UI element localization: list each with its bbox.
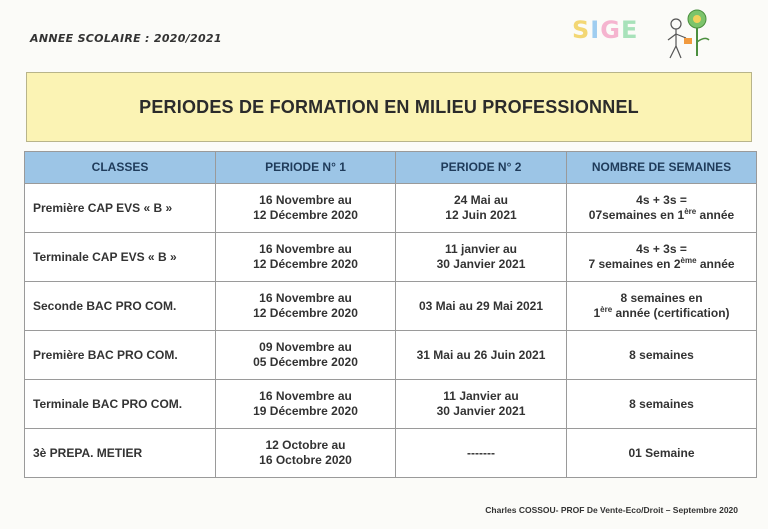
periode-2-line-1: ------- (467, 445, 495, 460)
table-header-row (25, 152, 757, 184)
periode-2-cell (396, 429, 567, 478)
header-periode-1: PERIODE N° 1 (216, 152, 396, 184)
weeks-cell (567, 233, 757, 282)
weeks-ordinal-suffix: ère (684, 207, 697, 216)
periode-1-cell (216, 184, 396, 233)
periode-2-cell (396, 331, 567, 380)
weeks-cell (567, 282, 757, 331)
weeks-line-1: 8 semaines en (620, 291, 703, 305)
periode-1-line-2: 12 Décembre 2020 (253, 306, 358, 320)
periode-1-cell (216, 233, 396, 282)
periode-1-cell (216, 331, 396, 380)
weeks-cell (567, 331, 757, 380)
weeks-line-2: 1 (593, 306, 601, 320)
table-row (25, 282, 757, 331)
weeks-line-2: 07semaines en 1 (588, 208, 685, 222)
periode-1-cell (216, 282, 396, 331)
weeks-ordinal-suffix: ère (600, 305, 613, 314)
table-row (25, 429, 757, 478)
school-year-label: ANNEE SCOLAIRE : 2020/2021 (30, 32, 222, 45)
logo-letter-s: S (572, 16, 591, 44)
header-classes: CLASSES (25, 152, 216, 184)
class-cell: Terminale CAP EVS « B » (25, 233, 216, 282)
periode-2-line-1: 31 Mai au 26 Juin 2021 (416, 347, 546, 362)
weeks-line-1: 8 semaines (629, 347, 694, 362)
weeks-line-2-end: année (certification) (612, 306, 730, 320)
periode-1-line-1: 16 Novembre au (259, 389, 352, 403)
periode-1-line-2: 12 Décembre 2020 (253, 208, 358, 222)
periode-2-cell (396, 282, 567, 331)
weeks-line-2-end: année (696, 257, 735, 271)
table-row (25, 331, 757, 380)
periode-1-line-2: 16 Octobre 2020 (259, 453, 352, 467)
page-title: PERIODES DE FORMATION EN MILIEU PROFESSIONNEL (139, 96, 639, 117)
class-cell: Première CAP EVS « B » (25, 184, 216, 233)
periode-1-line-2: 05 Décembre 2020 (253, 355, 358, 369)
header-periode-2: PERIODE N° 2 (396, 152, 567, 184)
weeks-line-1: 01 Semaine (628, 445, 695, 460)
weeks-line-2: 7 semaines en 2 (588, 257, 681, 271)
logo-letter-g: G (600, 16, 621, 44)
periode-1-cell (216, 429, 396, 478)
logo-letter-i: I (590, 16, 601, 44)
sige-logo (570, 6, 720, 66)
periode-1-line-1: 16 Novembre au (259, 242, 352, 256)
periode-2-line-2: 30 Janvier 2021 (436, 257, 526, 271)
training-periods-table (24, 151, 757, 478)
periode-2-line-1: 11 janvier au (444, 242, 518, 256)
table-row (25, 184, 757, 233)
weeks-line-1: 4s + 3s = (636, 242, 687, 256)
periode-2-cell (396, 233, 567, 282)
periode-1-line-1: 09 Novembre au (259, 340, 352, 354)
periode-1-line-1: 16 Novembre au (259, 193, 352, 207)
flower-character-icon (664, 6, 714, 64)
weeks-ordinal-suffix: ème (680, 256, 697, 265)
periode-1-line-1: 12 Octobre au (265, 438, 346, 452)
periode-1-line-2: 19 Décembre 2020 (253, 404, 358, 418)
weeks-line-1: 8 semaines (629, 396, 694, 411)
periode-2-cell (396, 184, 567, 233)
weeks-line-2-end: année (696, 208, 735, 222)
periode-2-line-1: 24 Mai au (453, 193, 509, 207)
logo-letters (572, 16, 638, 44)
periode-1-line-1: 16 Novembre au (259, 291, 352, 305)
periode-2-line-2: 12 Juin 2021 (445, 208, 517, 222)
class-cell: Terminale BAC PRO COM. (25, 380, 216, 429)
header-nombre-semaines: NOMBRE DE SEMAINES (567, 152, 757, 184)
class-cell: Première BAC PRO COM. (25, 331, 216, 380)
class-cell: Seconde BAC PRO COM. (25, 282, 216, 331)
table-row (25, 233, 757, 282)
weeks-cell (567, 429, 757, 478)
title-banner (26, 72, 752, 142)
class-cell: 3è PREPA. METIER (25, 429, 216, 478)
periode-2-cell (396, 380, 567, 429)
periode-2-line-1: 11 Janvier au (443, 389, 519, 403)
weeks-cell (567, 380, 757, 429)
periode-2-line-2: 30 Janvier 2021 (436, 404, 526, 418)
weeks-cell (567, 184, 757, 233)
periode-2-line-1: 03 Mai au 29 Mai 2021 (418, 298, 544, 313)
weeks-line-1: 4s + 3s = (636, 193, 687, 207)
periode-1-cell (216, 380, 396, 429)
periode-1-line-2: 12 Décembre 2020 (253, 257, 358, 271)
author-credit: Charles COSSOU- PROF De Vente-Eco/Droit – Septembre 2020 (485, 505, 738, 515)
logo-letter-e: E (620, 16, 639, 44)
table-row (25, 380, 757, 429)
